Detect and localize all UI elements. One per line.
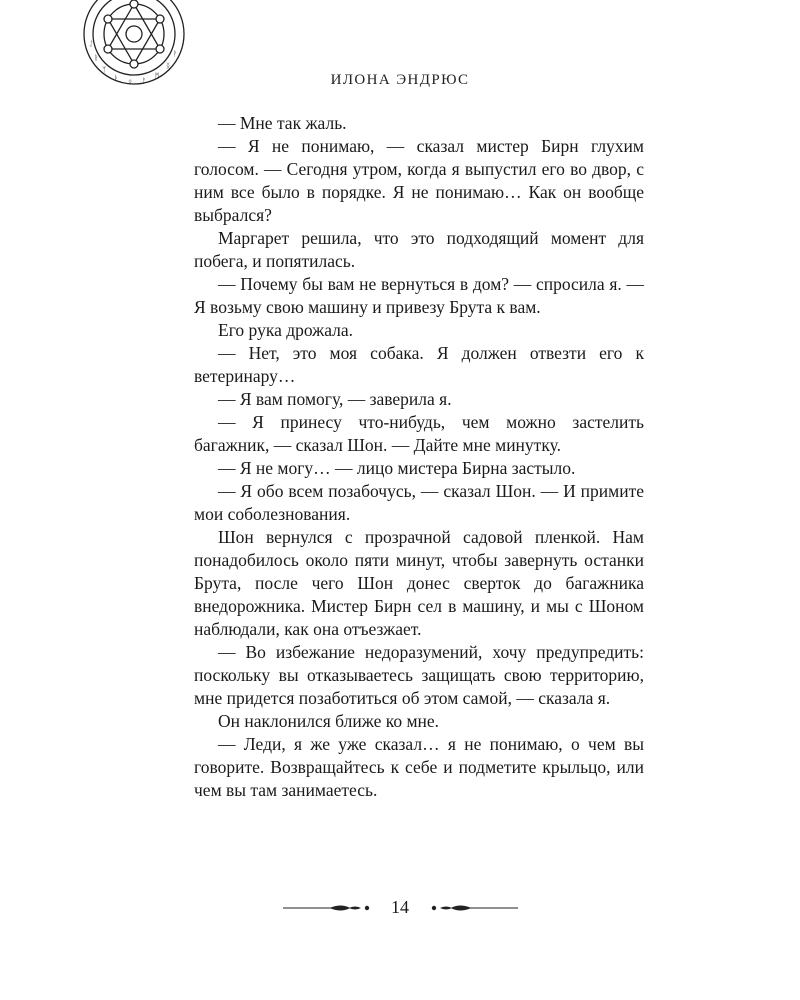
paragraph: — Во избежание недоразумений, хочу предупредить: поскольку вы отказываетесь защищать свою территорию, мне придется позаботиться об этом самой, — сказала я. bbox=[194, 642, 644, 708]
ornament-right-icon bbox=[428, 902, 518, 914]
paragraph: — Леди, я же уже сказал… я не понимаю, о чем вы говорите. Возвращайтесь к себе и подметите крыльцо, или чем вы там занимаетесь. bbox=[194, 734, 644, 800]
paragraph: — Нет, это моя собака. Я должен отвезти его к ветеринару… bbox=[194, 343, 644, 386]
ornament-left-icon bbox=[283, 902, 373, 914]
paragraph: — Мне так жаль. bbox=[218, 113, 347, 133]
svg-text:ᛟ: ᛟ bbox=[128, 78, 133, 86]
svg-text:ᚹ: ᚹ bbox=[173, 50, 178, 58]
page-number: 14 bbox=[391, 897, 409, 918]
paragraph: — Я обо всем позабочусь, — сказал Шон. — И примите мои соболезнования. bbox=[194, 481, 644, 524]
svg-text:ᛇ: ᛇ bbox=[89, 40, 94, 48]
svg-text:ᛝ: ᛝ bbox=[166, 62, 171, 70]
paragraph: — Я не могу… — лицо мистера Бирна застыло. bbox=[218, 458, 576, 478]
svg-text:ᚨ: ᚨ bbox=[142, 77, 147, 85]
paragraph: Он наклонился ближе ко мне. bbox=[218, 711, 440, 731]
paragraph: — Я принесу что-нибудь, чем можно застелить багажник, — сказал Шон. — Дайте мне минутку. bbox=[194, 412, 644, 455]
svg-text:ᛉ: ᛉ bbox=[102, 66, 107, 74]
body-text bbox=[194, 112, 644, 802]
svg-text:ᚱ: ᚱ bbox=[94, 54, 99, 62]
running-head: ИЛОНА ЭНДРЮС bbox=[330, 72, 470, 88]
paragraph: — Почему бы вам не вернуться в дом? — спросила я. — Я возьму свою машину и привезу Брута к вам. bbox=[194, 274, 644, 317]
svg-text:ᛗ: ᛗ bbox=[155, 72, 160, 80]
paragraph: Маргарет решила, что это подходящий момент для побега, и попятилась. bbox=[194, 228, 644, 271]
paragraph: — Я вам помогу, — заверила я. bbox=[218, 389, 452, 409]
paragraph: Его рука дрожала. bbox=[218, 320, 354, 340]
paragraph: — Я не понимаю, — сказал мистер Бирн глухим голосом. — Сегодня утром, когда я выпустил его во двор, с ним все было в порядке. Я не понимаю… Как он вообще выбрался? bbox=[194, 136, 644, 225]
paragraph: Шон вернулся с прозрачной садовой пленкой. Нам понадобилось около пяти минут, чтобы завернуть останки Брута, после чего Шон донес сверток до багажника внедорожника. Мистер Бирн сел в машину, и мы с Шоном наблюдали, как она отъезжает. bbox=[194, 527, 644, 639]
svg-text:ᚦ: ᚦ bbox=[114, 74, 119, 82]
page-footer bbox=[0, 896, 800, 918]
